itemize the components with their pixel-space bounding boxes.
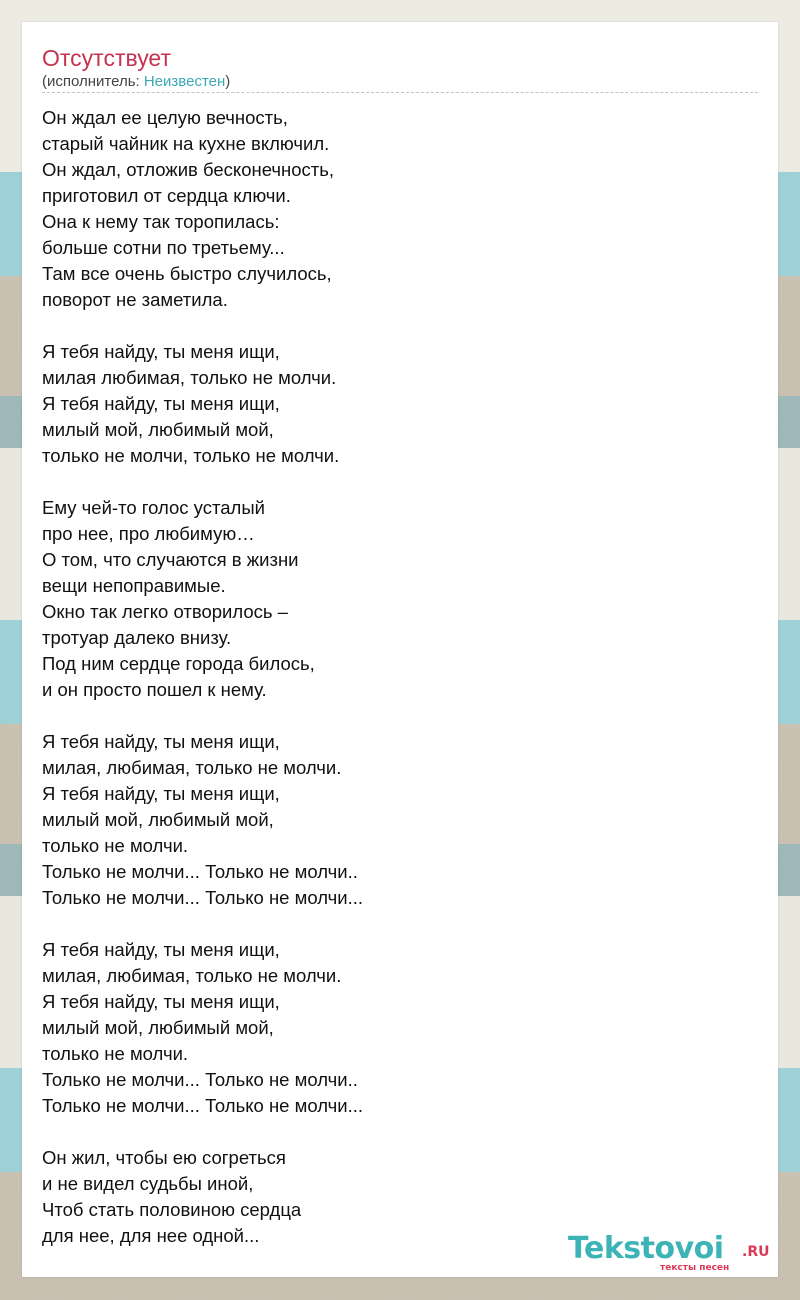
artist-line [42,73,758,93]
lyric-line: вещи непоправимые. [42,575,226,596]
stanza-gap [42,1119,758,1145]
lyric-line: Там все очень быстро случилось, [42,263,332,284]
lyric-line: Только не молчи... Только не молчи... [42,887,363,908]
stanza-gap [42,911,758,937]
lyric-line: для нее, для нее одной... [42,1225,260,1246]
stanza-gap [42,703,758,729]
lyric-line: О том, что случаются в жизни [42,549,299,570]
lyric-line: милая, любимая, только не молчи. [42,757,342,778]
lyric-line: Только не молчи... Только не молчи... [42,1095,363,1116]
lyric-line: Я тебя найду, ты меня ищи, [42,783,280,804]
lyric-line: поворот не заметила. [42,289,228,310]
lyric-line: Я тебя найду, ты меня ищи, [42,393,280,414]
lyric-line: Я тебя найду, ты меня ищи, [42,939,280,960]
lyric-line: Он ждал ее целую вечность, [42,107,288,128]
lyric-line: про нее, про любимую… [42,523,255,544]
artist-suffix: ) [225,73,231,90]
lyric-line: Я тебя найду, ты меня ищи, [42,991,280,1012]
lyric-line: Ему чей-то голос усталый [42,497,265,518]
lyric-line: Я тебя найду, ты меня ищи, [42,341,280,362]
lyric-line: Я тебя найду, ты меня ищи, [42,731,280,752]
lyric-line: и не видел судьбы иной, [42,1173,254,1194]
lyric-line: Он жил, чтобы ею согреться [42,1147,286,1168]
lyrics-card [22,22,778,1277]
lyric-line: больше сотни по третьему... [42,237,285,258]
lyric-line: милая любимая, только не молчи. [42,367,337,388]
artist-prefix: (исполнитель: [42,73,144,90]
site-logo[interactable] [568,1232,778,1274]
lyric-line: только не молчи, только не молчи. [42,445,340,466]
song-title: Отсутствует [42,45,171,71]
lyric-line: только не молчи. [42,835,189,856]
lyric-line: тротуар далеко внизу. [42,627,232,648]
lyric-line: и он просто пошел к нему. [42,679,267,700]
lyric-line: милый мой, любимый мой, [42,809,274,830]
lyric-line: старый чайник на кухне включил. [42,133,330,154]
stanza-gap [42,469,758,495]
lyric-line: Только не молчи... Только не молчи.. [42,861,358,882]
lyric-line: милая, любимая, только не молчи. [42,965,342,986]
lyric-line: Окно так легко отворилось – [42,601,288,622]
logo-brand: Tekstovoi [568,1231,724,1266]
logo-domain: .RU [742,1244,770,1260]
stanza-gap [42,313,758,339]
lyrics-text [42,105,758,1249]
lyric-line: Он ждал, отложив бесконечность, [42,159,335,180]
lyric-line: Под ним сердце города билось, [42,653,315,674]
logo-tagline: тексты песен [660,1263,730,1273]
lyric-line: Она к нему так торопилась: [42,211,280,232]
lyric-line: милый мой, любимый мой, [42,1017,274,1038]
lyric-line: Только не молчи... Только не молчи.. [42,1069,358,1090]
lyric-line: приготовил от сердца ключи. [42,185,291,206]
lyric-line: милый мой, любимый мой, [42,419,274,440]
lyric-line: только не молчи. [42,1043,189,1064]
lyric-line: Чтоб стать половиною сердца [42,1199,302,1220]
artist-link[interactable]: Неизвестен [143,73,226,90]
